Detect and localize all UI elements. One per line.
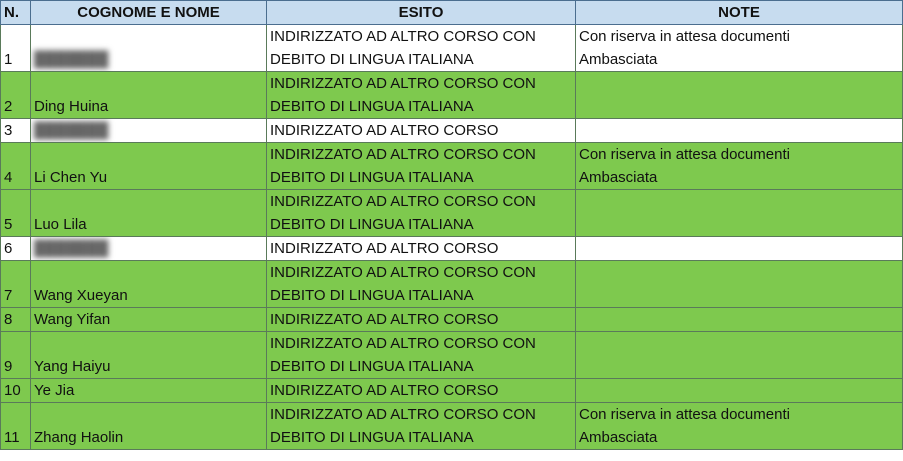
row-number: 8 xyxy=(1,308,31,332)
table-row xyxy=(1,25,903,72)
note-line: Con riserva in attesa documenti xyxy=(579,28,790,45)
esito-cell xyxy=(267,190,576,237)
note-cell xyxy=(576,143,903,190)
table-row xyxy=(1,143,903,190)
table-body xyxy=(1,25,903,450)
esito-line: INDIRIZZATO AD ALTRO CORSO xyxy=(270,382,499,399)
note-cell xyxy=(576,25,903,72)
note-line xyxy=(579,213,899,236)
student-name: Li Chen Yu xyxy=(31,143,267,190)
row-number: 4 xyxy=(1,143,31,190)
note-cell xyxy=(576,308,903,332)
esito-cell xyxy=(267,72,576,119)
esito-line: INDIRIZZATO AD ALTRO CORSO CON xyxy=(270,28,536,45)
note-line xyxy=(579,72,899,95)
note-line xyxy=(579,379,899,402)
student-name: Ding Huina xyxy=(31,72,267,119)
esito-line: DEBITO DI LINGUA ITALIANA xyxy=(270,287,474,304)
note-cell xyxy=(576,403,903,450)
student-name: Yang Haiyu xyxy=(31,332,267,379)
header-row xyxy=(1,1,903,25)
student-name: Ye Jia xyxy=(31,379,267,403)
table-row xyxy=(1,308,903,332)
note-line: Con riserva in attesa documenti xyxy=(579,406,790,423)
redacted-name: ███████ xyxy=(34,240,109,257)
row-number: 7 xyxy=(1,261,31,308)
table-row xyxy=(1,403,903,450)
esito-line: INDIRIZZATO AD ALTRO CORSO xyxy=(270,240,499,257)
esito-cell xyxy=(267,237,576,261)
esito-cell xyxy=(267,308,576,332)
esito-line: DEBITO DI LINGUA ITALIANA xyxy=(270,358,474,375)
note-line xyxy=(579,355,899,378)
esito-cell xyxy=(267,332,576,379)
esito-line: DEBITO DI LINGUA ITALIANA xyxy=(270,429,474,446)
note-cell xyxy=(576,332,903,379)
note-cell xyxy=(576,72,903,119)
student-name: Wang Yifan xyxy=(31,308,267,332)
esito-line: INDIRIZZATO AD ALTRO CORSO CON xyxy=(270,75,536,92)
table-row xyxy=(1,332,903,379)
note-cell xyxy=(576,261,903,308)
note-line: Con riserva in attesa documenti xyxy=(579,146,790,163)
student-name xyxy=(31,237,267,261)
note-cell xyxy=(576,190,903,237)
esito-line: DEBITO DI LINGUA ITALIANA xyxy=(270,169,474,186)
row-number: 5 xyxy=(1,190,31,237)
esito-line: INDIRIZZATO AD ALTRO CORSO xyxy=(270,311,499,328)
esito-line: INDIRIZZATO AD ALTRO CORSO CON xyxy=(270,264,536,281)
esito-line: DEBITO DI LINGUA ITALIANA xyxy=(270,51,474,68)
header-esito: ESITO xyxy=(267,1,576,25)
table-row xyxy=(1,190,903,237)
esito-cell xyxy=(267,143,576,190)
note-cell xyxy=(576,379,903,403)
note-cell xyxy=(576,119,903,143)
student-name: Luo Lila xyxy=(31,190,267,237)
esito-line: INDIRIZZATO AD ALTRO CORSO CON xyxy=(270,335,536,352)
student-name: Zhang Haolin xyxy=(31,403,267,450)
student-name xyxy=(31,119,267,143)
esito-line: INDIRIZZATO AD ALTRO CORSO xyxy=(270,122,499,139)
header-note: NOTE xyxy=(576,1,903,25)
header-name: COGNOME E NOME xyxy=(31,1,267,25)
note-line xyxy=(579,261,899,284)
table-row xyxy=(1,237,903,261)
table-row xyxy=(1,119,903,143)
note-cell xyxy=(576,237,903,261)
row-number: 6 xyxy=(1,237,31,261)
header-n: N. xyxy=(1,1,31,25)
row-number: 2 xyxy=(1,72,31,119)
esito-cell xyxy=(267,379,576,403)
row-number: 9 xyxy=(1,332,31,379)
note-line xyxy=(579,284,899,307)
esito-line: DEBITO DI LINGUA ITALIANA xyxy=(270,98,474,115)
esito-cell xyxy=(267,403,576,450)
note-line xyxy=(579,95,899,118)
row-number: 3 xyxy=(1,119,31,143)
redacted-name: ███████ xyxy=(34,122,109,139)
esito-line: DEBITO DI LINGUA ITALIANA xyxy=(270,216,474,233)
esito-cell xyxy=(267,119,576,143)
note-line xyxy=(579,119,899,142)
note-line xyxy=(579,237,899,260)
note-line xyxy=(579,332,899,355)
student-name xyxy=(31,25,267,72)
table-row xyxy=(1,261,903,308)
note-line xyxy=(579,190,899,213)
esito-line: INDIRIZZATO AD ALTRO CORSO CON xyxy=(270,406,536,423)
esito-cell xyxy=(267,25,576,72)
table-row xyxy=(1,379,903,403)
note-line: Ambasciata xyxy=(579,429,658,446)
row-number: 11 xyxy=(1,403,31,450)
esito-cell xyxy=(267,261,576,308)
table-row xyxy=(1,72,903,119)
row-number: 10 xyxy=(1,379,31,403)
student-name: Wang Xueyan xyxy=(31,261,267,308)
row-number: 1 xyxy=(1,25,31,72)
esito-line: INDIRIZZATO AD ALTRO CORSO CON xyxy=(270,146,536,163)
note-line: Ambasciata xyxy=(579,169,658,186)
note-line xyxy=(579,308,899,331)
redacted-name: ███████ xyxy=(34,51,109,68)
esito-line: INDIRIZZATO AD ALTRO CORSO CON xyxy=(270,193,536,210)
note-line: Ambasciata xyxy=(579,51,658,68)
